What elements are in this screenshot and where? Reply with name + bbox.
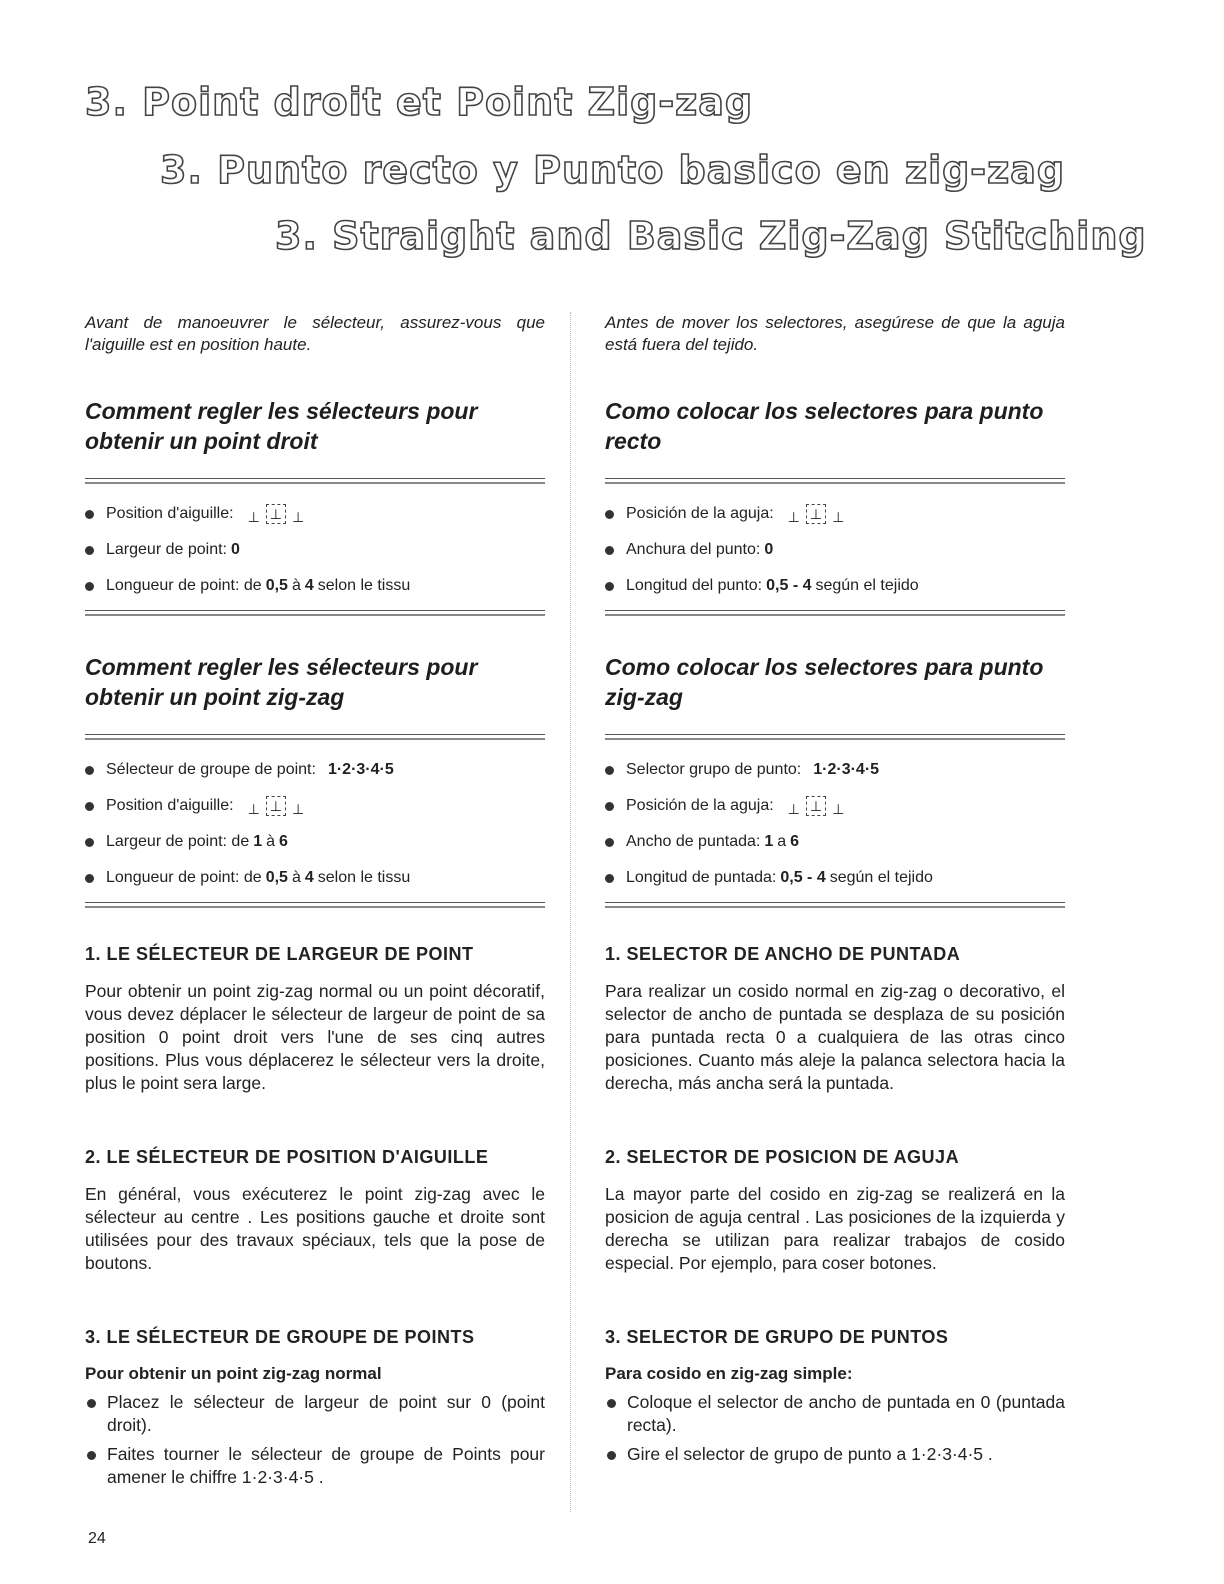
bullet-icon — [85, 766, 94, 775]
rule — [85, 902, 545, 908]
bullet-icon — [605, 838, 614, 847]
bullet-icon — [605, 582, 614, 591]
heading-straight-fr: Comment regler les sélecteurs pour obtenir un point droit — [85, 398, 478, 454]
rule — [85, 734, 545, 740]
list-item: Coloque el selector de ancho de puntada en 0 (puntada recta). — [605, 1391, 1065, 1437]
setting-width: Largeur de point: de 1 à 6 — [85, 824, 545, 860]
zigzag-settings-es — [605, 752, 1065, 896]
zigzag-settings-fr — [85, 752, 545, 896]
heading-zigzag-es: Como colocar los selectores para punto zig-zag — [605, 654, 1044, 710]
section-needle-es: 2. SELECTOR DE POSICION DE AGUJA La mayor parte del cosido en zig-zag se realizerá en la posicion de aguja central . Las posiciones de la izquierda y derecha se utilizan para realizar trabajos de cosido especial. Por ejemplo, para coser botones. — [605, 1147, 1065, 1273]
bullet-icon — [605, 802, 614, 811]
title-en: 3. Straight and Basic Zig-Zag Stitching — [275, 214, 1147, 258]
needle-position-icon: ⊥ ⊥ ⊥ — [787, 506, 845, 525]
setting-group: Sélecteur de groupe de point: 1·2·3·4·5 — [85, 752, 545, 788]
setting-needle: Position d'aiguille: ⊥ ⊥ ⊥ — [85, 788, 545, 824]
rule — [605, 902, 1065, 908]
intro-es: Antes de mover los selectores, asegúrese de que la aguja está fuera del tejido. — [605, 313, 1065, 354]
setting-width: Ancho de puntada: 1 a 6 — [605, 824, 1065, 860]
setting-needle: Posición de la aguja: ⊥ ⊥ ⊥ — [605, 788, 1065, 824]
list-item: Faites tourner le sélecteur de groupe de Points pour amener le chiffre 1·2·3·4·5 . — [85, 1443, 545, 1489]
section-group-fr: 3. LE SÉLECTEUR DE GROUPE DE POINTS Pour obtenir un point zig-zag normal Placez le sélecteur de largeur de point sur 0 (point droit). Faites tourner le sélecteur de groupe de Points pour amener le chiffre 1·2·3·4·5 . — [85, 1327, 545, 1487]
list-item: Gire el selector de grupo de punto a 1·2·3·4·5 . — [605, 1443, 1065, 1466]
setting-needle: Posición de la aguja: ⊥ ⊥ ⊥ — [605, 496, 1065, 532]
section-width-es: 1. SELECTOR DE ANCHO DE PUNTADA Para realizar un cosido normal en zig-zag o decorativo, el selector de ancho de puntada se desplaza de su posición para puntada recta 0 a cualquiera de las otras cinco posiciones. Cuanto más aleje la palanca selectora hacia la derecha, más ancha será la puntada. — [605, 944, 1065, 1093]
title-fr: 3. Point droit et Point Zig-zag — [85, 80, 754, 124]
french-column — [85, 312, 545, 1495]
bullet-icon — [85, 802, 94, 811]
setting-needle: Position d'aiguille: ⊥ ⊥ ⊥ — [85, 496, 545, 532]
bullet-icon — [605, 766, 614, 775]
heading-straight-es: Como colocar los selectores para punto recto — [605, 398, 1044, 454]
setting-group: Selector grupo de punto: 1·2·3·4·5 — [605, 752, 1065, 788]
rule — [605, 734, 1065, 740]
bullet-icon — [85, 874, 94, 883]
title-es: 3. Punto recto y Punto basico en zig-zag — [160, 148, 1066, 192]
setting-length: Longueur de point: de 0,5 à 4 selon le tissu — [85, 860, 545, 896]
bullet-icon — [85, 838, 94, 847]
intro-fr: Avant de manoeuvrer le sélecteur, assurez-vous que l'aiguille est en position haute. — [85, 313, 545, 354]
needle-position-icon: ⊥ ⊥ ⊥ — [247, 798, 305, 817]
setting-width: Anchura del punto: 0 — [605, 532, 1065, 568]
bullet-icon — [605, 546, 614, 555]
rule — [85, 478, 545, 484]
bullet-icon — [85, 582, 94, 591]
needle-position-icon: ⊥ ⊥ ⊥ — [787, 798, 845, 817]
rule — [85, 610, 545, 616]
bullet-icon — [605, 874, 614, 883]
straight-settings-es — [605, 496, 1065, 604]
bullet-icon — [85, 510, 94, 519]
section-width-fr: 1. LE SÉLECTEUR DE LARGEUR DE POINT Pour obtenir un point zig-zag normal ou un point décoratif, vous devez déplacer le sélecteur de largeur de point de sa position 0 point droit vers l'une de ses cinq autres positions. Plus vous déplacerez le sélecteur vers la droite, plus le point sera large. — [85, 944, 545, 1093]
list-item: Placez le sélecteur de largeur de point sur 0 (point droit). — [85, 1391, 545, 1437]
section-group-es: 3. SELECTOR DE GRUPO DE PUNTOS Para cosido en zig-zag simple: Coloque el selector de ancho de puntada en 0 (puntada recta). Gire el selector de grupo de punto a 1·2·3·4·5 . — [605, 1327, 1065, 1464]
setting-length: Longitud de puntada: 0,5 - 4 según el tejido — [605, 860, 1065, 896]
straight-settings-fr — [85, 496, 545, 604]
setting-width: Largeur de point: 0 — [85, 532, 545, 568]
bullet-icon — [85, 546, 94, 555]
page-number: 24 — [88, 1530, 106, 1547]
setting-length: Longitud del punto: 0,5 - 4 según el tejido — [605, 568, 1065, 604]
needle-position-icon: ⊥ ⊥ ⊥ — [247, 506, 305, 525]
setting-length: Longueur de point: de 0,5 à 4 selon le tissu — [85, 568, 545, 604]
bullet-icon — [605, 510, 614, 519]
spanish-column — [605, 312, 1065, 1472]
heading-zigzag-fr: Comment regler les sélecteurs pour obtenir un point zig-zag — [85, 654, 478, 710]
column-divider — [570, 312, 571, 1512]
rule — [605, 610, 1065, 616]
rule — [605, 478, 1065, 484]
section-needle-fr: 2. LE SÉLECTEUR DE POSITION D'AIGUILLE En général, vous exécuterez le point zig-zag avec le sélecteur au centre . Les positions gauche et droite sont utilisées pour des travaux spéciaux, tels que la pose de boutons. — [85, 1147, 545, 1273]
